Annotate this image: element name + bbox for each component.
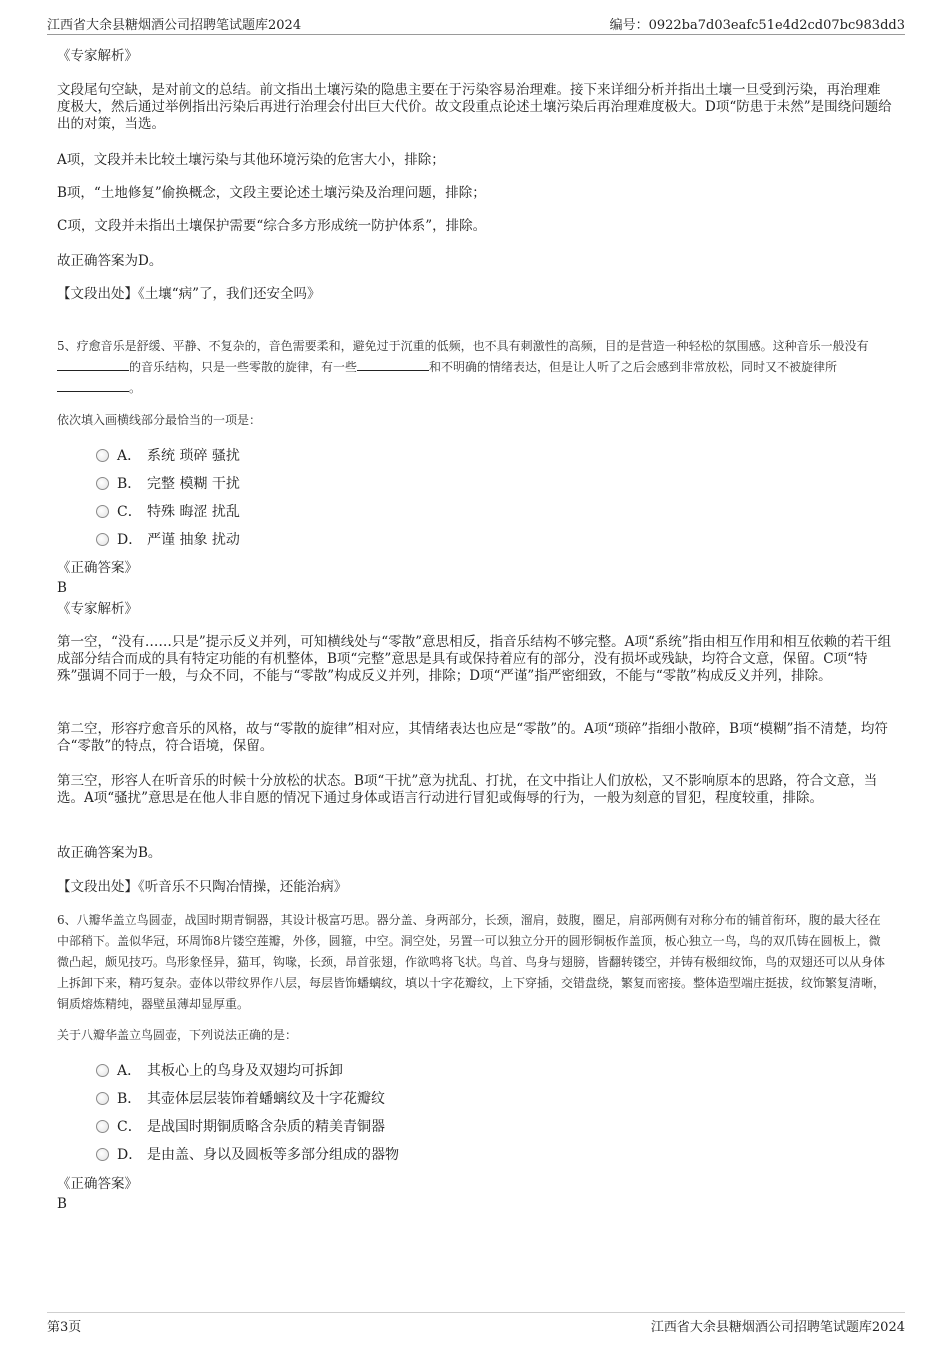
q5-analysis-blank-2: 第二空，形容疗愈音乐的风格，故与“零散的旋律”相对应，其情绪表达也应是“零散”的。A项“琐碎”指细小散碎，B项“模糊”指不清楚，均符合“零散”的特点，符合语境，保留。: [57, 721, 888, 754]
prev-analysis-title: 《专家解析》: [57, 48, 138, 64]
radio-icon[interactable]: [96, 533, 109, 546]
radio-icon[interactable]: [96, 1092, 109, 1105]
q6-prompt: 关于八瓣华盖立鸟圆壶，下列说法正确的是：: [57, 1028, 298, 1042]
page-header: [47, 14, 905, 35]
q5-answer-line: 故正确答案为B。: [57, 845, 162, 861]
prev-analysis-paragraph: 文段尾句空缺，是对前文的总结。前文指出土壤污染的隐患主要在于污染容易治理难。接下来详细分析并指出土壤一旦受到污染，再治理难度极大，然后通过举例指出污染后再进行治理会付出巨大代价。故文段重点论述土壤污染后再治理难度极大。D项“防患于未然”是围绕问题给出的对策，当选。: [57, 82, 892, 132]
page-footer: [47, 1312, 905, 1335]
q5-option-c[interactable]: C． 特殊 晦涩 扰乱: [96, 502, 240, 522]
q5-analysis-blank-1: 第一空，“没有……只是”提示反义并列，可知横线处与“零散”意思相反，指音乐结构不够完整。A项“系统”指由相互作用和相互依赖的若干组成部分结合而成的具有特定功能的有机整体，B项“完整”意思是具有或保持着应有的部分，没有损坏或残缺，均符合文意，保留。C项“特殊”强调不同于一般，与众不同，不能与“零散”构成反义并列，排除；D项“严谨”指严密细致，不能与“零散”构成反义并列，排除。: [57, 634, 892, 684]
radio-icon[interactable]: [96, 505, 109, 518]
q5-prompt: 依次填入画横线部分最恰当的一项是：: [57, 413, 262, 427]
q5-analysis-blank-3: 第三空，形容人在听音乐的时候十分放松的状态。B项“干扰”意为扰乱、打扰，在文中指让人们放松，又不影响原本的思路，符合文意，当选。A项“骚扰”意思是在他人非自愿的情况下通过身体或语言行动进行冒犯或侮辱的行为，一般为刻意的冒犯，程度较重，排除。: [57, 773, 878, 806]
header-title: 江西省大余县糖烟酒公司招聘笔试题库2024: [47, 18, 302, 33]
q6-option-a[interactable]: A． 其板心上的鸟身及双翅均可拆卸: [96, 1061, 343, 1081]
page-number: 第3页: [47, 1320, 82, 1335]
q5-option-a[interactable]: A． 系统 琐碎 骚扰: [96, 446, 240, 466]
radio-icon[interactable]: [96, 1120, 109, 1133]
q5-analysis-title: 《专家解析》: [57, 601, 138, 617]
footer-title: 江西省大余县糖烟酒公司招聘笔试题库2024: [650, 1320, 905, 1335]
prev-source: 【文段出处】《土壤“病”了，我们还安全吗》: [57, 286, 321, 302]
radio-icon[interactable]: [96, 1064, 109, 1077]
q6-answer: B: [57, 1196, 67, 1212]
q5-answer: B: [57, 580, 67, 596]
q5-stem: 5、疗愈音乐是舒缓、平静、不复杂的，音色需要柔和，避免过于沉重的低频，也不具有刺激性的高频，目的是营造一种轻松的氛围感。这种音乐一般没有的音乐结构，只是一些零散的旋律，有一些 和不明确的情绪表达，但是让人听了之后会感到非常放松，同时又不被旋律所。: [57, 339, 869, 395]
header-doc-id: 编号：0922ba7d03eafc51e4d2cd07bc983dd3: [609, 18, 905, 33]
q5-source: 【文段出处】《听音乐不只陶冶情操，还能治病》: [57, 879, 348, 895]
radio-icon[interactable]: [96, 1148, 109, 1161]
prev-analysis-option-b: B项，“土地修复”偷换概念，文段主要论述土壤污染及治理问题，排除；: [57, 185, 486, 201]
q6-option-c[interactable]: C． 是战国时期铜质略含杂质的精美青铜器: [96, 1117, 385, 1137]
prev-answer-line: 故正确答案为D。: [57, 253, 163, 269]
q5-blank-2: [357, 358, 429, 371]
q5-blank-1: [57, 358, 129, 371]
prev-analysis-option-c: C项，文段并未指出土壤保护需要“综合多方形成统一防护体系”，排除。: [57, 218, 487, 234]
q5-option-d[interactable]: D． 严谨 抽象 扰动: [96, 530, 240, 550]
q5-option-b[interactable]: B． 完整 模糊 干扰: [96, 474, 240, 494]
radio-icon[interactable]: [96, 449, 109, 462]
prev-analysis-option-a: A项，文段并未比较土壤污染与其他环境污染的危害大小，排除；: [57, 152, 445, 168]
q6-option-d[interactable]: D． 是由盖、身以及圆板等多部分组成的器物: [96, 1145, 399, 1165]
q5-answer-title: 《正确答案》: [57, 560, 138, 576]
q6-option-b[interactable]: B． 其壶体层层装饰着蟠螭纹及十字花瓣纹: [96, 1089, 385, 1109]
q6-stem: 6、八瓣华盖立鸟圆壶，战国时期青铜器，其设计极富巧思。器分盖、身两部分，长颈，溜肩，鼓腹，圈足，肩部两侧有对称分布的铺首衔环，腹的最大径在中部稍下。盖似华冠，环周饰8片镂空莲瓣，外侈，圆箍，中空。洞空处，另置一可以独立分开的圆形铜板作盖顶，板心独立一鸟，鸟的双爪铸在圆板上，微微凸起，颇见技巧。鸟形象怪异，猫耳，钩喙，长颈，昂首张翅，作欲鸣将飞状。鸟首、鸟身与翅膀，皆翻转镂空，并铸有极细纹饰，鸟的双翅还可以从身体上拆卸下来，精巧复杂。壶体以带纹界作八层，每层皆饰蟠螭纹，填以十字花瓣纹，上下穿插，交错盘绕，繁复而密接。整体造型端庄挺拔，纹饰繁复清晰，铜质熔炼精纯，器壁虽薄却显厚重。: [57, 913, 886, 1011]
q6-answer-title: 《正确答案》: [57, 1176, 138, 1192]
radio-icon[interactable]: [96, 477, 109, 490]
q5-blank-3: [57, 379, 129, 392]
